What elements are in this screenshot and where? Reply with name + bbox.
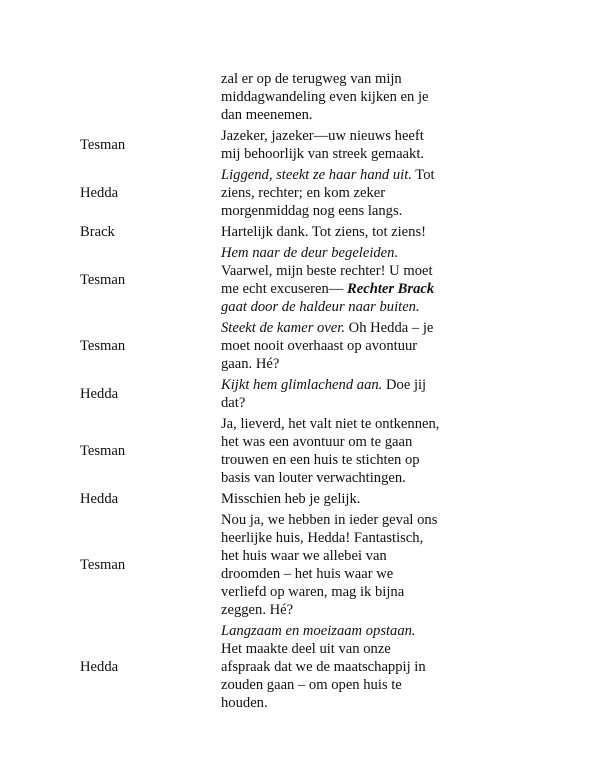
text-line <box>221 298 461 316</box>
text-line <box>221 490 461 508</box>
dialogue-text <box>221 490 461 508</box>
spoken-text: Oh Hedda – je <box>345 320 434 336</box>
dialogue-row <box>0 223 600 241</box>
text-line <box>221 583 461 601</box>
text-line <box>221 337 461 355</box>
spoken-text: Nou ja, we hebben in ieder geval ons <box>221 512 438 528</box>
dialogue-row <box>0 244 600 316</box>
dialogue-row <box>0 70 600 124</box>
stage-direction: Kijkt hem glimlachend aan. <box>221 377 383 393</box>
spoken-text: heerlijke huis, Hedda! Fantastisch, <box>221 530 424 546</box>
dialogue-row <box>0 376 600 412</box>
spoken-text: Hartelijk dank. Tot ziens, tot ziens! <box>221 224 426 240</box>
script-dialogue <box>0 70 600 715</box>
spoken-text: het huis waar we allebei van <box>221 548 387 564</box>
spoken-text: Tot <box>411 167 435 183</box>
dialogue-row <box>0 319 600 373</box>
spoken-text: morgenmiddag nog eens langs. <box>221 203 403 219</box>
text-line <box>221 415 461 433</box>
spoken-text: zouden gaan – om open huis te <box>221 677 402 693</box>
text-line <box>221 355 461 373</box>
speaker-name: Tesman <box>80 443 126 459</box>
dialogue-row <box>0 166 600 220</box>
text-line <box>221 262 461 280</box>
text-line <box>221 223 461 241</box>
dialogue-text <box>221 622 461 712</box>
text-line <box>221 127 461 145</box>
dialogue-text <box>221 415 461 487</box>
text-line <box>221 145 461 163</box>
text-line <box>221 547 461 565</box>
text-line <box>221 394 461 412</box>
spoken-text: dat? <box>221 395 246 411</box>
speaker-name: Tesman <box>80 137 126 153</box>
character-name-emphasis: Rechter Brack <box>347 281 435 297</box>
text-line <box>221 694 461 712</box>
text-line <box>221 376 461 394</box>
dialogue-row <box>0 490 600 508</box>
spoken-text: middagwandeling even kijken en je <box>221 89 429 105</box>
dialogue-text <box>221 244 461 316</box>
text-line <box>221 280 461 298</box>
dialogue-text <box>221 319 461 373</box>
spoken-text: Misschien heb je gelijk. <box>221 491 361 507</box>
dialogue-row <box>0 622 600 712</box>
dialogue-text <box>221 223 461 241</box>
spoken-text: trouwen en een huis te stichten op <box>221 452 420 468</box>
dialogue-text <box>221 376 461 412</box>
text-line <box>221 469 461 487</box>
text-line <box>221 244 461 262</box>
stage-direction: Liggend, steekt ze haar hand uit. <box>221 167 412 183</box>
spoken-text: ziens, rechter; en kom zeker <box>221 185 386 201</box>
text-line <box>221 640 461 658</box>
dialogue-row <box>0 415 600 487</box>
text-line <box>221 601 461 619</box>
text-line <box>221 106 461 124</box>
stage-direction: Hem naar de deur begeleiden. <box>221 245 399 261</box>
speaker-name: Tesman <box>80 272 126 288</box>
dialogue-text <box>221 127 461 163</box>
spoken-text: Doe jij <box>382 377 427 393</box>
spoken-text: afspraak dat we de maatschappij in <box>221 659 426 675</box>
speaker-name: Brack <box>80 224 115 240</box>
text-line <box>221 433 461 451</box>
spoken-text: me echt excuseren— <box>221 281 348 297</box>
text-line <box>221 511 461 529</box>
text-line <box>221 319 461 337</box>
dialogue-text <box>221 511 461 619</box>
speaker-name: Hedda <box>80 491 119 507</box>
spoken-text: Jazeker, jazeker—uw nieuws heeft <box>221 128 424 144</box>
spoken-text: zal er op de terugweg van mijn <box>221 71 402 87</box>
text-line <box>221 184 461 202</box>
spoken-text: verliefd op waren, mag ik bijna <box>221 584 405 600</box>
speaker-name: Hedda <box>80 659 119 675</box>
stage-direction: Langzaam en moeizaam opstaan. <box>221 623 416 639</box>
text-line <box>221 88 461 106</box>
speaker-name: Hedda <box>80 386 119 402</box>
text-line <box>221 676 461 694</box>
spoken-text: houden. <box>221 695 268 711</box>
text-line <box>221 202 461 220</box>
dialogue-row <box>0 127 600 163</box>
spoken-text: dan meenemen. <box>221 107 313 123</box>
spoken-text: het was een avontuur om te gaan <box>221 434 413 450</box>
dialogue-text <box>221 166 461 220</box>
stage-direction: gaat door de haldeur naar buiten. <box>221 299 420 315</box>
text-line <box>221 622 461 640</box>
text-line <box>221 565 461 583</box>
dialogue-row <box>0 511 600 619</box>
dialogue-text <box>221 70 461 124</box>
spoken-text: gaan. Hé? <box>221 356 280 372</box>
text-line <box>221 70 461 88</box>
spoken-text: Vaarwel, mijn beste rechter! U moet <box>221 263 433 279</box>
spoken-text: droomden – het huis waar we <box>221 566 394 582</box>
spoken-text: mij behoorlijk van streek gemaakt. <box>221 146 425 162</box>
text-line <box>221 451 461 469</box>
spoken-text: Ja, lieverd, het valt niet te ontkennen, <box>221 416 440 432</box>
spoken-text: Het maakte deel uit van onze <box>221 641 391 657</box>
text-line <box>221 166 461 184</box>
speaker-name: Tesman <box>80 338 126 354</box>
spoken-text: basis van louter verwachtingen. <box>221 470 406 486</box>
speaker-name: Hedda <box>80 185 119 201</box>
speaker-name: Tesman <box>80 557 126 573</box>
text-line <box>221 529 461 547</box>
spoken-text: moet nooit overhaast op avontuur <box>221 338 418 354</box>
stage-direction: Steekt de kamer over. <box>221 320 345 336</box>
text-line <box>221 658 461 676</box>
spoken-text: zeggen. Hé? <box>221 602 294 618</box>
